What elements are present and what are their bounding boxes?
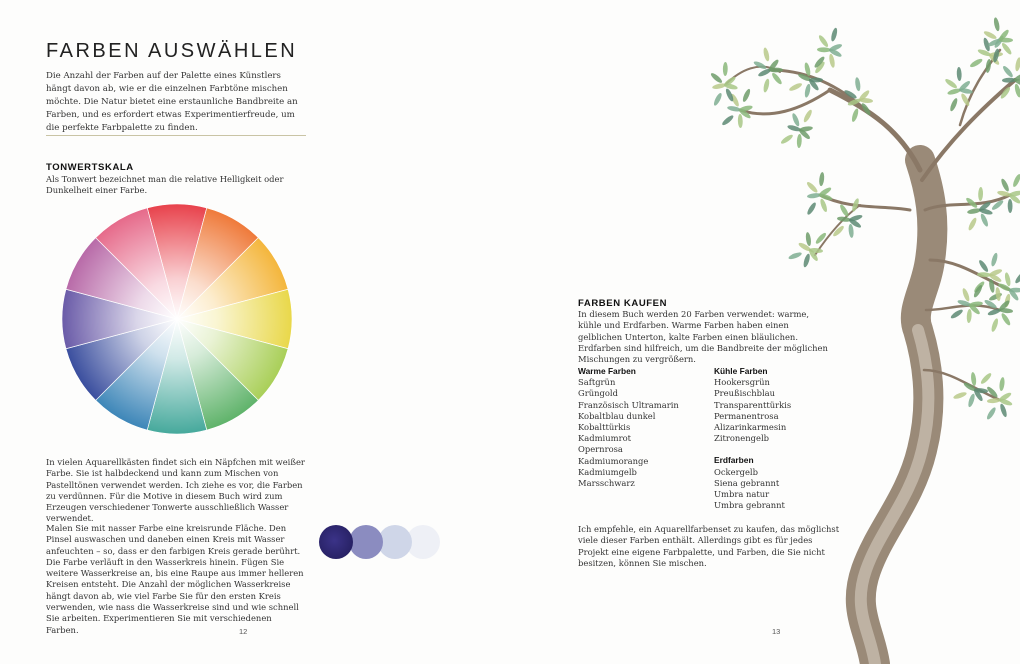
color-item: Kadmiumorange	[578, 455, 649, 466]
leaf	[771, 72, 784, 86]
warm-colors-heading: Warme Farben	[578, 366, 636, 376]
earth-colors-list	[714, 467, 844, 512]
leaf	[980, 372, 993, 385]
leaf	[977, 272, 991, 278]
leaf	[944, 78, 958, 90]
cool-colors-column	[714, 366, 844, 511]
leaf	[990, 252, 998, 267]
leaf	[1004, 272, 1012, 287]
leaf	[999, 377, 1005, 391]
leaf	[851, 108, 860, 123]
color-item: Französisch Ultramarin	[578, 399, 679, 410]
leaf	[741, 88, 751, 103]
right-page	[510, 0, 1020, 664]
color-item: Marsschwarz	[578, 478, 635, 489]
leaf	[993, 17, 1001, 32]
leaf	[953, 391, 968, 400]
leaf	[721, 114, 735, 127]
color-item: Umbra natur	[714, 489, 770, 500]
leaf	[1012, 173, 1020, 188]
closing-text: Ich empfehle, ein Aquarellfarbenset zu kaufen, das möglichst viele dieser Farben enthält. Allerdings gibt es für jedes Projekt eine eigene Farbpalette, und Farben, die Sie nicht besitzen, können Sie mischen.	[578, 524, 840, 568]
leaf	[710, 72, 724, 85]
leaf	[802, 253, 811, 268]
leaf	[949, 97, 959, 112]
farben-kaufen-heading: FARBEN KAUFEN	[578, 298, 668, 309]
leaf	[967, 217, 978, 232]
leaf	[806, 181, 819, 194]
color-item: Grüngold	[578, 388, 618, 399]
leaf	[988, 292, 1003, 302]
leaf	[762, 47, 770, 62]
leaf	[970, 372, 976, 386]
leaf	[979, 213, 989, 228]
color-item: Kobaltblau dunkel	[578, 410, 656, 421]
leaf	[990, 318, 999, 333]
leaf	[788, 251, 803, 260]
tonwertskala-text: Als Tonwert bezeichnet man die relative Helligkeit oder Dunkelheit einer Farbe.	[46, 174, 284, 196]
value-circles-illustration	[315, 520, 445, 564]
intro-text: Die Anzahl der Farben auf der Palette eines Künstlers hängt davon ab, wie er die einzelnen Farbtöne mischen möchte. Die Natur bietet eine erstaunliche Bandbreite an Farben, und es erfordert etwas Experimentierfreude, um die perfekte Farbpalette zu finden.	[46, 71, 298, 133]
value-circle-2	[349, 525, 383, 559]
color-item: Saftgrün	[578, 377, 616, 388]
leaf	[950, 308, 964, 320]
leaf	[753, 60, 768, 70]
divider-rule	[46, 135, 306, 136]
leaf	[809, 78, 823, 83]
leaf	[817, 34, 829, 48]
color-item: Transparenttürkis	[714, 399, 792, 410]
leaf	[828, 53, 835, 68]
leaf	[780, 133, 794, 145]
leaf	[1014, 57, 1020, 72]
wheel-wash	[62, 204, 292, 434]
color-item: Alizarinkarmesin	[714, 422, 787, 433]
color-value-wheel	[62, 204, 292, 434]
leaf	[999, 403, 1008, 418]
leaf	[762, 78, 770, 93]
leaf	[807, 192, 821, 198]
leaf	[969, 57, 984, 68]
warm-colors-column	[578, 366, 708, 489]
color-item: Hookersgrün	[714, 377, 770, 388]
color-item: Opernrosa	[578, 444, 623, 455]
color-item: Siena gebrannt	[714, 477, 780, 488]
leaf	[956, 67, 962, 81]
leaf	[978, 187, 983, 201]
leaf	[967, 207, 982, 214]
leaf	[791, 112, 801, 127]
cool-colors-heading: Kühle Farben	[714, 366, 768, 376]
leaf	[1002, 65, 1015, 79]
color-item: Preußischblau	[714, 388, 776, 399]
page-title: FARBEN AUSWÄHLEN	[46, 40, 298, 62]
color-item: Permanentrosa	[714, 410, 779, 421]
leaf	[819, 198, 828, 213]
leaf	[967, 393, 976, 408]
leaf	[788, 82, 803, 92]
color-item: Umbra gebrannt	[714, 500, 785, 511]
leaf	[712, 82, 727, 90]
farben-kaufen-text: In diesem Buch werden 20 Farben verwendet: warme, kühle und Erdfarben. Warme Farben haben einen gelblichen Unterton, kalte Farben einen bläulichen. Erdfarben sind hilfreich, um die Bandbreite der möglichen Mischungen zu vergrößern.	[578, 309, 828, 365]
tonwertskala-heading: TONWERTSKALA	[46, 162, 134, 173]
leaf	[854, 77, 861, 92]
leaf	[830, 27, 838, 42]
color-item: Kadmiumgelb	[578, 466, 637, 477]
paragraph-water-circles: Malen Sie mit nasser Farbe eine kreisrunde Fläche. Den Pinsel auswaschen und daneben einen Kreis mit Wasser anfeuchten – so, dass er den farbigen Kreis gerade berührt. Die Farbe verläuft in den Wasserkreis hinein. Fügen Sie weitere Wasserkreise an, bis eine Raupe aus immer helleren Kreisen entsteht. Die Anzahl der möglichen Wasserkreise hängt davon ab, wie viel Farbe Sie für den ersten Kreis verwenden, wie nass die Wasserkreise sind und wie schnell Sie arbeiten. Experimentieren Sie mit verschiedenen Farben.	[46, 523, 304, 635]
leaf	[805, 232, 812, 247]
leaf	[1014, 83, 1020, 98]
leaf	[727, 105, 742, 112]
leaf	[1008, 199, 1013, 213]
leaf	[797, 134, 803, 148]
leaf	[837, 216, 851, 222]
page-number-right: 13	[772, 627, 781, 636]
tree-trunk	[861, 160, 933, 664]
paragraph-white-paint: In vielen Aquarellkästen findet sich ein Näpfchen mit weißer Farbe. Sie ist halbdeckend und kann zum Mischen von Pastelltönen verwendet werden. Ich ziehe es vor, die Farben zu verdünnen. Für die Motive in diesem Buch wird zum Erzeugen verschiedener Tonwerte ausschließlich Wasser verwendet.	[46, 457, 305, 524]
leaf	[961, 287, 970, 302]
leaf	[723, 62, 728, 76]
value-circle-3	[378, 525, 412, 559]
leaf	[848, 224, 854, 238]
color-item: Ockergelb	[714, 466, 758, 477]
leaf	[806, 201, 817, 215]
leaf	[817, 47, 831, 52]
warm-colors-list	[578, 377, 708, 489]
page-number-left: 12	[239, 627, 248, 636]
leaf	[985, 406, 997, 420]
leaf	[1000, 312, 1012, 326]
leaf	[978, 259, 990, 273]
leaf	[819, 172, 825, 186]
leaf	[966, 309, 972, 323]
color-item: Kadmiumrot	[578, 433, 631, 444]
earth-colors-heading: Erdfarben	[714, 455, 754, 466]
color-item: Zitronengelb	[714, 433, 770, 444]
leaf	[738, 114, 743, 128]
value-circle-1	[319, 525, 353, 559]
leaf	[804, 83, 812, 98]
leaf	[1000, 178, 1010, 193]
leaf	[712, 92, 723, 107]
color-item: Kobalttürkis	[578, 422, 631, 433]
leaf	[802, 109, 813, 124]
leaf	[1014, 271, 1020, 285]
cool-colors-list	[714, 377, 844, 444]
leaf	[814, 232, 827, 246]
